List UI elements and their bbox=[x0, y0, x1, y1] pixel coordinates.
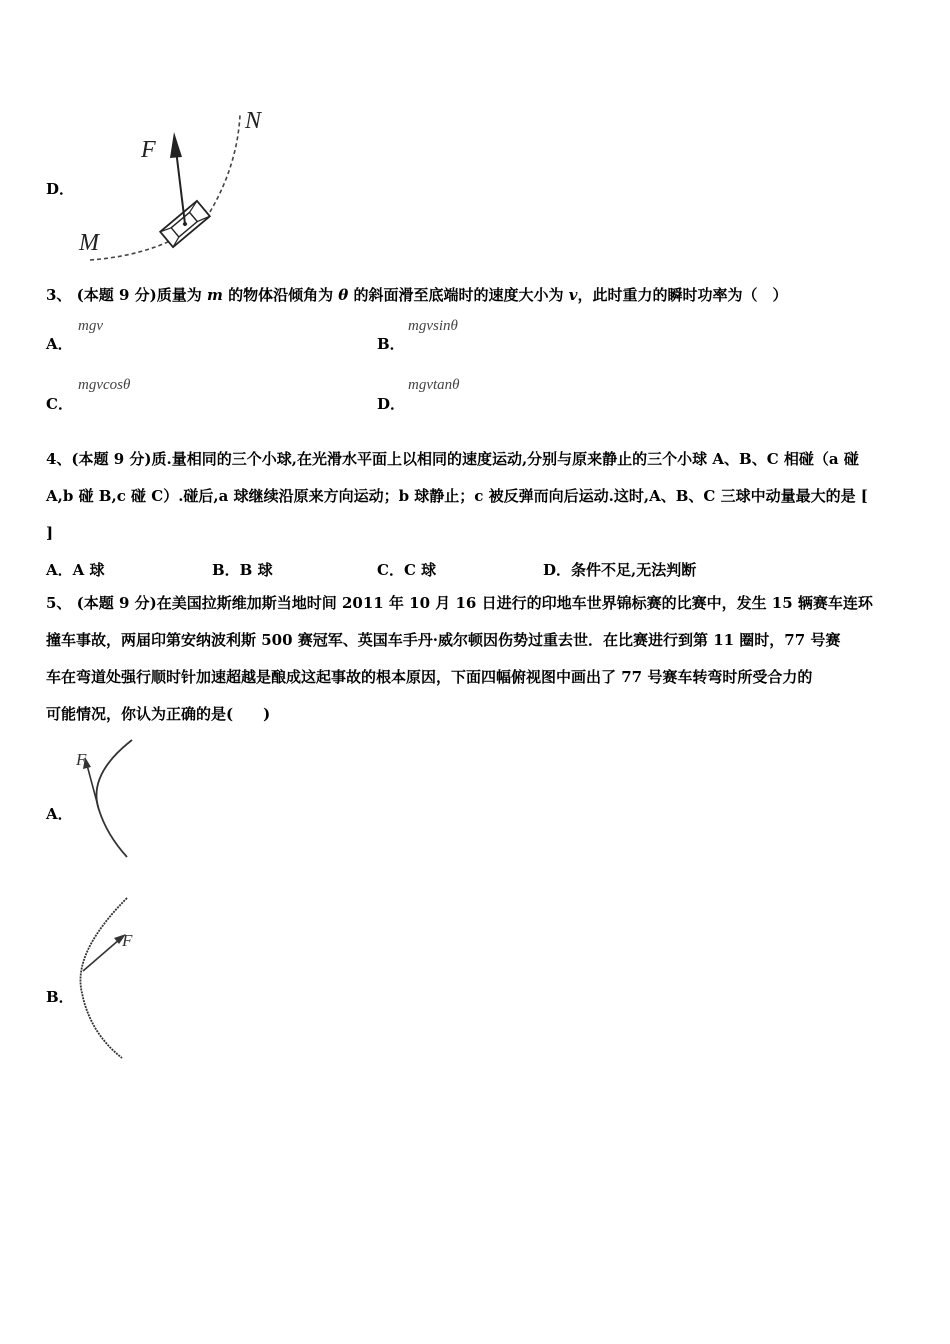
q3-option-d-formula: mgvtanθ bbox=[408, 377, 460, 393]
force-label: F bbox=[76, 750, 87, 769]
force-arrow-shaft bbox=[176, 150, 185, 224]
q2-figure-d bbox=[75, 100, 275, 270]
q4-stem-line-2: A,b 碰 B,c 碰 C）.碰后,a 球继续沿原来方向运动；b 球静止；c 被反弹而向后运动.这时,A、B、C 三球中动量最大的是 [ bbox=[46, 487, 868, 505]
q5-option-a-label[interactable]: A． bbox=[46, 805, 73, 823]
q4-stem-line-3: ] bbox=[46, 524, 54, 542]
q3-option-b-label[interactable]: B． bbox=[377, 335, 405, 353]
q3-stem-prefix: 3、 (本题 9 分)质量为 bbox=[46, 286, 207, 304]
q4-option-b[interactable]: B．B 球 bbox=[212, 561, 273, 579]
track-curve bbox=[80, 898, 127, 1058]
q3-var-theta: θ bbox=[338, 286, 349, 304]
q5-figure-a bbox=[72, 735, 152, 865]
q5-stem bbox=[46, 585, 908, 733]
q3-var-m: m bbox=[206, 286, 223, 304]
q3-option-a-label[interactable]: A． bbox=[46, 335, 73, 353]
q3-option-d-label[interactable]: D． bbox=[377, 395, 406, 413]
q4-stem bbox=[46, 441, 908, 552]
q3-var-v: v bbox=[568, 286, 578, 304]
point-m-label: M bbox=[79, 230, 99, 256]
q5-figure-b bbox=[72, 893, 162, 1063]
q3-stem-mid1: 的物体沿倾角为 bbox=[222, 286, 339, 304]
q4-option-d[interactable]: D．条件不足,无法判断 bbox=[543, 561, 697, 579]
q5-stem-line-2: 撞车事故，两届印第安纳波利斯 500 赛冠军、英国车手丹·威尔顿因伤势过重去世．在比赛进行到第 11 圈时，77 号赛 bbox=[46, 631, 841, 649]
q2-option-d-label[interactable]: D． bbox=[46, 180, 75, 198]
q3-option-c-formula: mgvcosθ bbox=[78, 377, 131, 393]
q4-option-c[interactable]: C．C 球 bbox=[377, 561, 437, 579]
q3-option-c-label[interactable]: C． bbox=[46, 395, 73, 413]
force-arrowhead bbox=[170, 132, 182, 158]
q5-stem-line-1: 5、 (本题 9 分)在美国拉斯维加斯当地时间 2011 年 10 月 16 日进行的印地车世界锦标赛的比赛中，发生 15 辆赛车连环 bbox=[46, 594, 873, 612]
q5-stem-line-3: 车在弯道处强行顺时针加速超越是酿成这起事故的根本原因，下面四幅俯视图中画出了 77 号赛车转弯时所受合力的 bbox=[46, 668, 813, 686]
force-label: F bbox=[141, 137, 156, 163]
q4-option-a[interactable]: A．A 球 bbox=[46, 561, 105, 579]
point-n-label: N bbox=[245, 108, 262, 134]
q3-stem bbox=[46, 285, 788, 305]
track-curve bbox=[96, 740, 132, 857]
force-label: F bbox=[122, 931, 133, 950]
q4-stem-line-1: 4、(本题 9 分)质.量相同的三个小球,在光滑水平面上以相同的速度运动,分别与原来静止的三个小球 A、B、C 相碰（a 碰 bbox=[46, 450, 859, 468]
q3-stem-suffix: ，此时重力的瞬时功率为（ ） bbox=[577, 286, 788, 304]
q3-option-b-formula: mgvsinθ bbox=[408, 318, 458, 334]
q3-option-a-formula: mgv bbox=[78, 318, 103, 334]
force-arrow-shaft bbox=[83, 939, 120, 971]
q5-stem-line-4: 可能情况，你认为正确的是( ) bbox=[46, 705, 271, 723]
q3-stem-mid2: 的斜面滑至底端时的速度大小为 bbox=[348, 286, 569, 304]
q5-option-b-label[interactable]: B． bbox=[46, 988, 74, 1006]
